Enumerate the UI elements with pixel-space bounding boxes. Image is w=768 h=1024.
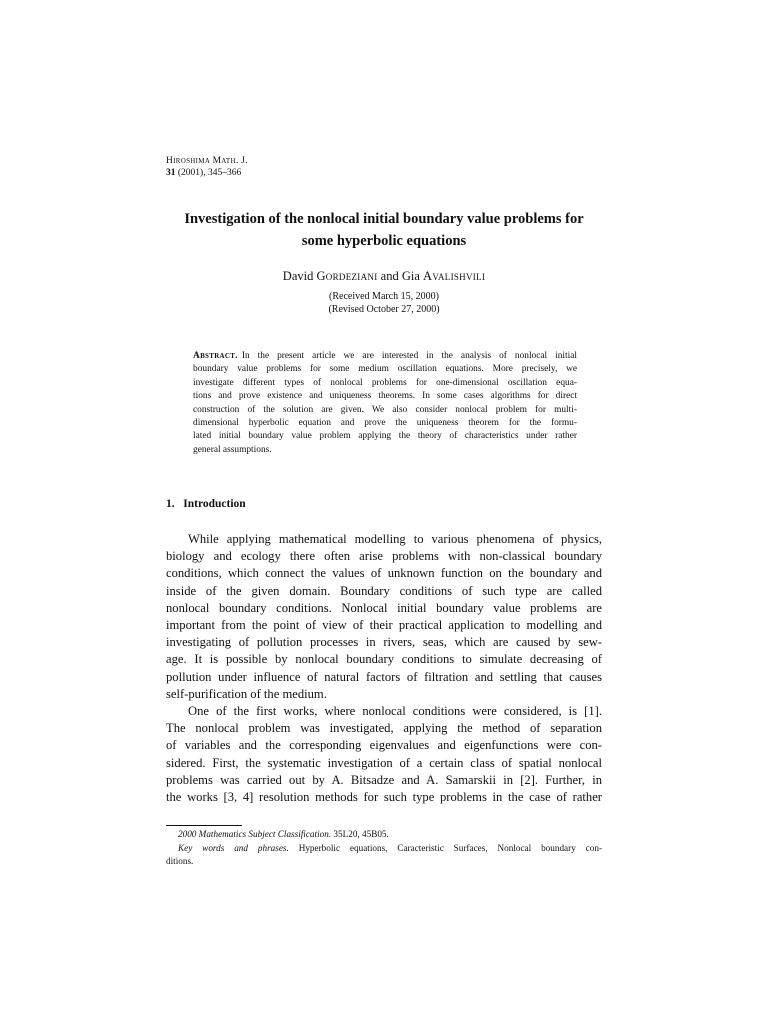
abstract-line-3: investigate different types of nonlocal problems for one-dimensional oscillation equa- (193, 377, 577, 388)
author-conjunction: and (380, 269, 399, 283)
body-line-7: investigating of pollution processes in rivers, seas, which are caused by sew- (166, 635, 602, 650)
author-1-given: David (282, 269, 314, 283)
paper-title-line-2: some hyperbolic equations (301, 233, 467, 249)
body-line-9: pollution under influence of natural factors of filtration and settling that causes (166, 669, 602, 684)
journal-year-pages: (2001), 345–366 (177, 168, 242, 178)
footnote-keywords-line-2: ditions. (166, 856, 194, 866)
section-title: Introduction (183, 498, 246, 510)
body-line-3: conditions, which connect the values of unknown function on the boundary and (166, 566, 602, 581)
body-line-6: important from the point of view of their practical application to modelling and (166, 618, 602, 633)
revised-date: (Revised October 27, 2000) (328, 304, 440, 315)
abstract-label: Abstract. (193, 351, 238, 361)
journal-name-math: Math. J. (212, 156, 248, 166)
body-line-5: nonlocal boundary conditions. Nonlocal initial boundary value problems are (166, 600, 602, 615)
author-1-family: Gordeziani (316, 269, 378, 283)
footnote-keywords (166, 842, 602, 856)
received-date: (Received March 15, 2000) (329, 291, 439, 302)
body-line-1: While applying mathematical modelling to various phenomena of physics, (188, 532, 602, 546)
journal-volume: 31 (166, 168, 176, 178)
journal-header (166, 155, 248, 179)
body-line-8: age. It is possible by nonlocal boundary conditions to simulate decreasing of (166, 652, 602, 667)
footnote-msc-label: 2000 Mathematics Subject Classification. (178, 829, 332, 839)
paper-title (166, 208, 602, 252)
journal-volume-line (166, 167, 248, 179)
paper-dates (166, 290, 602, 316)
footnotes (166, 828, 602, 869)
body-line-15: problems was carried out by A. Bitsadze and A. Samarskii in [2]. Further, in (166, 772, 602, 787)
journal-name-hiroshima: Hiroshima (166, 156, 211, 166)
journal-name (166, 155, 248, 167)
abstract-line-4: tions and prove existence and uniqueness theorems. In some cases algorithms for direct (193, 391, 577, 402)
abstract-line-2: boundary value problems for some medium oscillation equations. More precisely, we (193, 364, 577, 375)
body-line-2: biology and ecology there often arise problems with non-classical boundary (166, 549, 602, 564)
body-line-11: One of the first works, where nonlocal conditions were considered, is [1]. (188, 704, 602, 719)
footnote-msc-codes: 35L20, 45B05. (333, 829, 389, 839)
abstract-line-1 (193, 350, 577, 363)
paper-title-line-1: Investigation of the nonlocal initial boundary value problems for (184, 211, 584, 227)
paper-authors (166, 268, 602, 284)
body-line-4: inside of the given domain. Boundary conditions of such type are called (166, 583, 602, 598)
body-line-13: of variables and the corresponding eigenvalues and eigenfunctions were con- (166, 738, 602, 753)
abstract-line-1-text: In the present article we are interested in the analysis of nonlocal initial (241, 351, 577, 361)
abstract-line-6: dimensional hyperbolic equation and prove the uniqueness theorem for the formu- (193, 418, 577, 429)
author-2-given: Gia (401, 269, 420, 283)
author-2-family: Avalishvili (423, 269, 486, 283)
footnote-keywords-line-1: Hyperbolic equations, Caracteristic Surfaces, Nonlocal boundary con- (298, 842, 603, 853)
abstract-line-5: construction of the solution are given. We also consider nonlocal problem for multi- (193, 404, 577, 415)
abstract-line-8: general assumptions. (193, 444, 272, 455)
abstract-line-7: lated initial boundary value problem applying the theory of characteristics under rather (193, 431, 577, 442)
body-line-16: the works [3, 4] resolution methods for such type problems in the case of rather (166, 790, 602, 805)
footnote-rule (166, 825, 242, 826)
body-line-14: sidered. First, the systematic investigation of a certain class of spatial nonlocal (166, 755, 602, 770)
section-number: 1. (166, 498, 175, 510)
abstract (193, 350, 577, 457)
body-line-10: self-purification of the medium. (166, 686, 327, 701)
section-heading-introduction (166, 498, 246, 510)
footnote-keywords-label: Key words and phrases. (178, 842, 289, 853)
body-line-12: The nonlocal problem was investigated, applying the method of separation (166, 721, 602, 736)
introduction-body (166, 531, 602, 806)
footnote-msc (166, 828, 602, 842)
